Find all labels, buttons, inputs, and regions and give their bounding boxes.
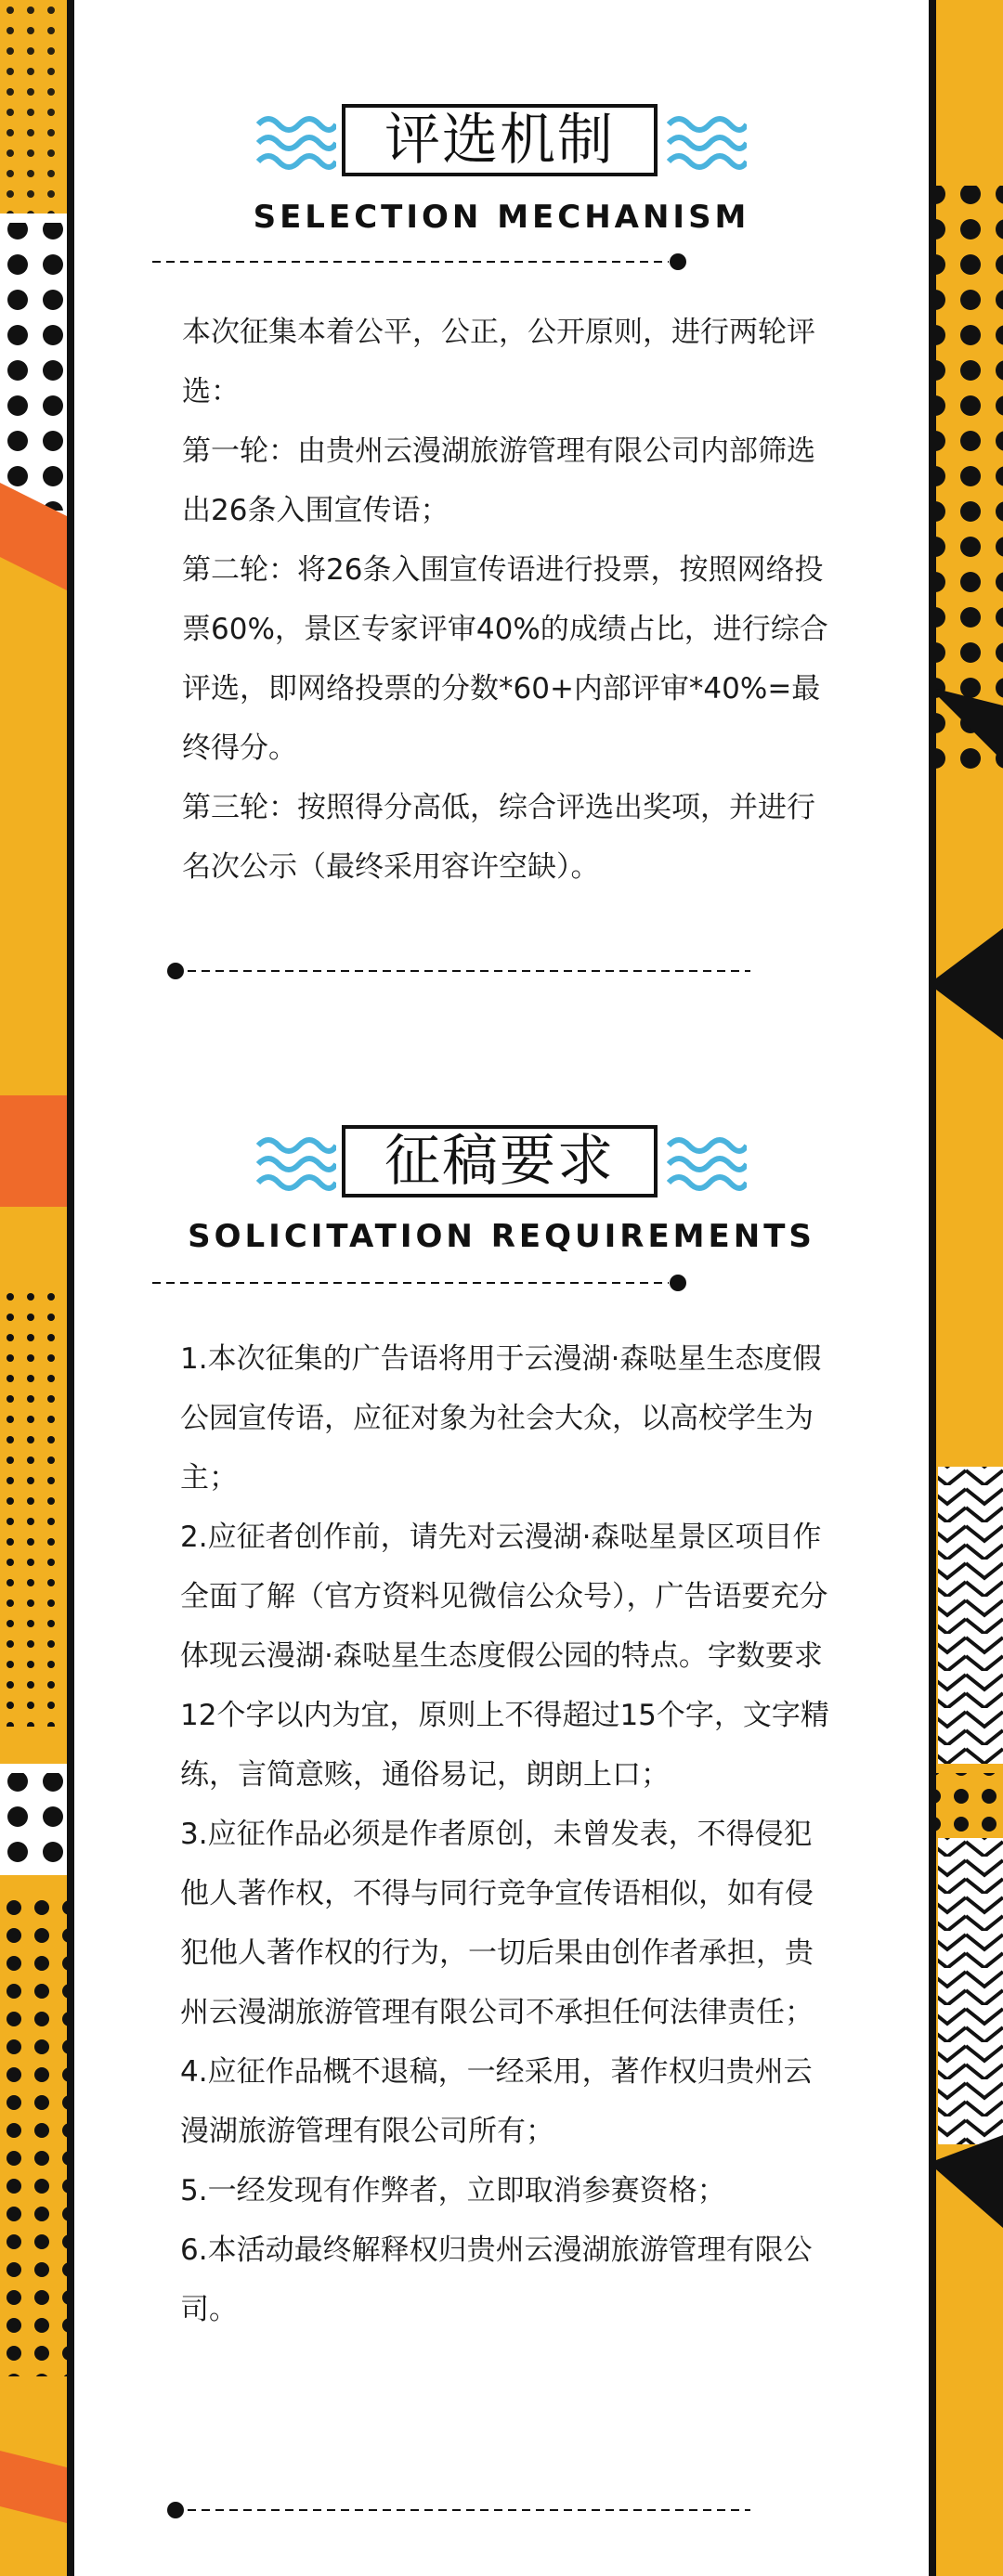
section-body [180, 1329, 834, 2339]
paragraph: 6.本活动最终解释权归贵州云漫湖旅游管理有限公司。 [180, 2233, 813, 2326]
wave-icon [667, 111, 747, 176]
section-title: 征稿要求 [342, 1125, 658, 1197]
paragraph: 第三轮：按照得分高低，综合评选出奖项，并进行名次公示（最终采用容许空缺）。 [182, 791, 815, 884]
paragraph: 第二轮：将26条入围宣传语进行投票，按照网络投票60%，景区专家评审40%的成绩占比，进行综合评选，即网络投票的分数*60+内部评审*40%=最终得分。 [182, 553, 828, 765]
paragraph: 第一轮：由贵州云漫湖旅游管理有限公司内部筛选出26条入围宣传语； [182, 434, 815, 527]
paragraph: 1.本次征集的广告语将用于云漫湖·森哒星生态度假公园宣传语，应征对象为社会大众，以高校学生为主； [180, 1342, 822, 1495]
divider-line [152, 1274, 691, 1292]
divider-line [152, 252, 691, 271]
paragraph: 2.应征者创作前，请先对云漫湖·森哒星景区项目作全面了解（官方资料见微信公众号），广告语要充分体现云漫湖·森哒星生态度假公园的特点。字数要求12个字以内为宜，原则上不得超过15个字，文字精练，言简意赅，通俗易记，朗朗上口； [180, 1521, 829, 1792]
wave-icon [256, 111, 336, 176]
paragraph: 3.应征作品必须是作者原创，未曾发表，不得侵犯他人著作权，不得与同行竞争宣传语相似，如有侵犯他人著作权的行为，一切后果由创作者承担，贵州云漫湖旅游管理有限公司不承担任何法律责任； [180, 1818, 814, 2029]
paragraph: 5.一经发现有作弊者，立即取消参赛资格； [180, 2174, 726, 2207]
section-title: 评选机制 [342, 104, 658, 176]
wave-icon [667, 1133, 747, 1197]
paragraph: 4.应征作品概不退稿，一经采用，著作权归贵州云漫湖旅游管理有限公司所有； [180, 2055, 813, 2148]
section-title-row [0, 104, 1003, 188]
wave-icon [256, 1133, 336, 1197]
section-subtitle: SOLICITATION REQUIREMENTS [188, 1218, 815, 1255]
section-body [182, 303, 832, 897]
section-title-row [0, 1125, 1003, 1209]
section-subtitle: SELECTION MECHANISM [253, 199, 750, 236]
paragraph: 本次征集本着公平，公正，公开原则，进行两轮评选： [182, 316, 815, 408]
divider-line [165, 962, 760, 980]
divider-line [165, 2501, 760, 2519]
